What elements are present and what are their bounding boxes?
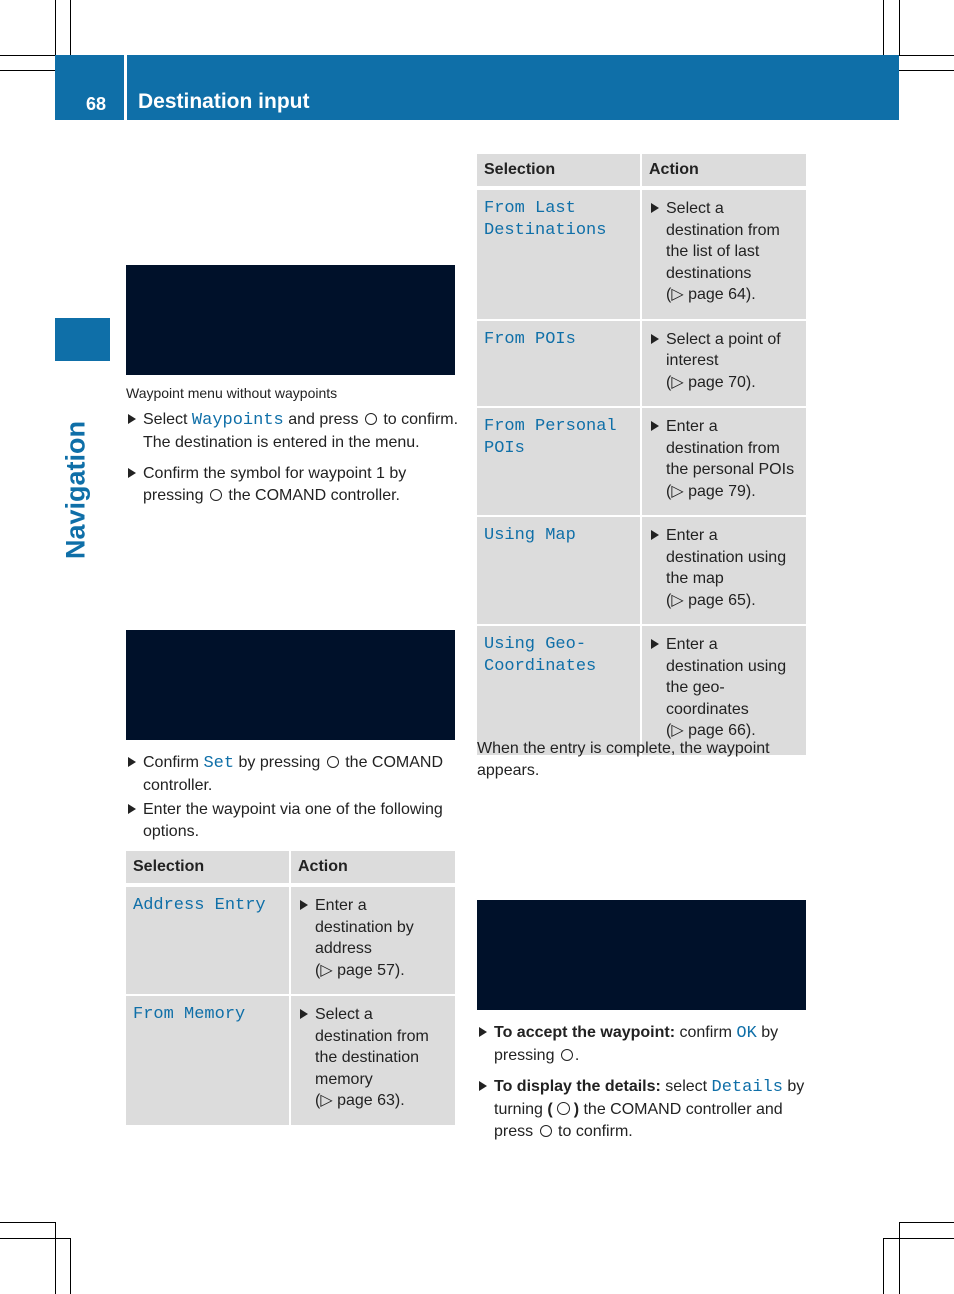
step-confirm-set: Confirm Set by pressing the COMAND controller. [143,752,463,797]
waypoints-menu-item[interactable]: Waypoints [191,411,284,430]
crop-mark [899,1222,900,1294]
arrow-bullet-icon [300,900,308,910]
crop-mark [55,1222,56,1294]
section-title: Destination input [138,90,310,113]
crop-mark [0,55,55,56]
using-map-option[interactable]: Using Map [484,526,576,545]
ok-menu-item[interactable]: OK [736,1024,757,1043]
crop-mark [70,1238,71,1294]
crop-mark [884,1238,954,1239]
waypoint-entry-screenshot [126,630,455,740]
header-divider [124,55,127,120]
arrow-bullet-icon [479,1027,487,1037]
column-header-selection: Selection [477,154,642,188]
from-last-destinations-option[interactable]: Destinations [484,221,607,240]
page-number: 68 [86,94,107,114]
table-row: From Last Destinations Select a destination from the list of last destinations (▷ page 64). [477,188,806,319]
crop-mark [55,0,56,55]
from-pois-option[interactable]: From POIs [484,329,576,349]
figure-caption: Waypoint menu without waypoints [126,385,338,401]
controller-turn-icon [557,1102,570,1115]
table-row: Address Entry Enter a destination by address (▷ page 57). [126,885,455,994]
column-header-selection: Selection [126,851,291,885]
side-tab-label: Navigation [60,420,91,560]
arrow-bullet-icon [651,530,659,540]
crop-mark [883,0,884,55]
arrow-bullet-icon [128,414,136,424]
arrow-bullet-icon [479,1081,487,1091]
arrow-bullet-icon [128,757,136,767]
crop-mark [899,0,900,55]
table-row: From POIs Select a point of interest (▷ page 70). [477,319,806,407]
crop-mark [899,70,954,71]
arrow-bullet-icon [651,421,659,431]
options-table-left [126,851,455,1125]
arrow-bullet-icon [128,804,136,814]
step-display-details: To display the details: select Details by turning ( ) the COMAND controller and press to confirm. [494,1076,814,1143]
controller-press-icon [210,489,222,501]
step-enter-waypoint: Enter the waypoint via one of the following options. [143,799,463,843]
arrow-bullet-icon [651,334,659,344]
address-entry-option[interactable]: Address Entry [133,896,266,915]
controller-press-icon [365,413,377,425]
details-menu-item[interactable]: Details [711,1078,783,1097]
using-geo-coordinates-option[interactable]: Coordinates [484,657,597,676]
arrow-bullet-icon [651,203,659,213]
arrow-bullet-icon [128,468,136,478]
arrow-bullet-icon [651,639,659,649]
using-geo-coordinates-option[interactable]: Using Geo- [484,635,587,654]
controller-press-icon [327,756,339,768]
crop-mark [70,0,71,55]
crop-mark [899,55,954,56]
crop-mark [0,1222,55,1223]
step-accept-waypoint: To accept the waypoint: confirm OK by pressing . [494,1022,814,1067]
arrow-bullet-icon [300,1009,308,1019]
crop-mark [0,70,55,71]
crop-mark [0,1238,70,1239]
set-menu-item[interactable]: Set [203,754,235,773]
waypoint-appears-screenshot [477,900,806,1010]
entry-complete-text: When the entry is complete, the waypoint appears. [477,740,770,779]
table-row: From Memory Select a destination from the destination memory (▷ page 63). [126,994,455,1125]
from-memory-option[interactable]: From Memory [133,1005,246,1024]
from-last-destinations-option[interactable]: From Last [484,199,576,218]
waypoint-menu-screenshot [126,265,455,375]
side-tab-marker [55,318,110,361]
column-header-action: Action [642,154,806,188]
table-row: Using Map Enter a destination using the map (▷ page 65). [477,515,806,624]
table-row: Using Geo- Coordinates Enter a destination using the geo- coordinates (▷ page 66). [477,624,806,755]
from-personal-pois-option[interactable]: From Personal [484,417,617,436]
from-personal-pois-option[interactable]: POIs [484,439,525,458]
options-table-right [477,154,806,755]
table-row: From Personal POIs Enter a destination from the personal POIs (▷ page 79). [477,406,806,515]
controller-press-icon [540,1125,552,1137]
crop-mark [883,1238,884,1294]
step-confirm-symbol: Confirm the symbol for waypoint 1 by pressing the COMAND controller. [143,463,463,507]
controller-press-icon [561,1049,573,1061]
crop-mark [899,1222,954,1223]
step-select-waypoints: Select Waypoints and press to confirm. The destination is entered in the menu. [143,409,463,454]
column-header-action: Action [291,851,455,885]
